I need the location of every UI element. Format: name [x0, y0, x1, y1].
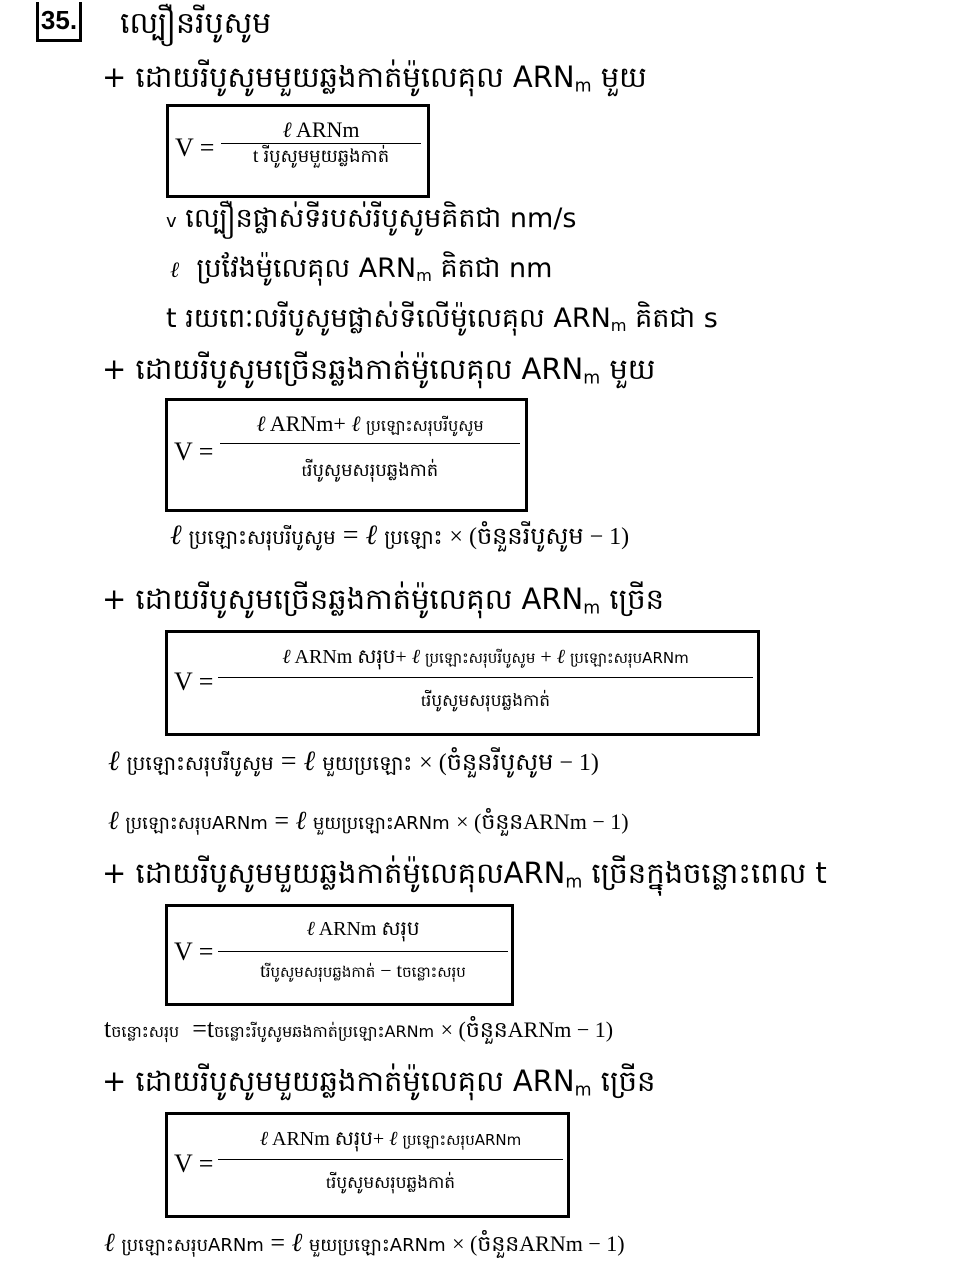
- definition-v: v ល្បឿនផ្លាស់ទីរបស់រីបូសូមគិតជា nm/s: [166, 203, 577, 234]
- formula-1-fraction: ℓ ARNm t រីបូសូមមួយឆ្លងកាត់: [221, 117, 421, 171]
- formula-box-1: V = ℓ ARNm t រីបូសូមមួយឆ្លងកាត់: [166, 104, 430, 198]
- definition-l: ℓ ប្រវែងម៉ូលេគុល $ARN_m$ គិតជា nm: [170, 253, 553, 286]
- section-5-heading: + ដោយរីបូសូមមួយឆ្លងកាត់ម៉ូលេគុល $ARN_m$ ច្រើន: [102, 1064, 656, 1101]
- formula-4-fraction: ℓ ARNm សរុប tរីបូសូមសរុបឆ្លងកាត់ − tចន្លោះសរុប: [218, 915, 508, 985]
- section-1-heading: + ដោយរីបូសូមមួយឆ្លងកាត់ម៉ូលេគុល $ARN_m$ មួយ: [102, 60, 647, 97]
- formula-2-fraction: ℓ ARNm+ ℓ ប្រឡោះសរុបរីបូសូម tរីបូសូមសរុបឆ្លងកាត់: [220, 411, 520, 485]
- section-2-heading: + ដោយរីបូសូមច្រើនឆ្លងកាត់ម៉ូលេគុល $ARN_m$ មួយ: [102, 352, 656, 389]
- page-title: ល្បឿនរីបូសូម: [120, 6, 272, 41]
- equation-4: tចន្លោះសរុប =tចន្លោះរីបូសូមឆងកាត់ប្រឡោះARNm × (ចំនួនARNm − 1): [104, 1014, 614, 1043]
- section-4-heading: + ដោយរីបូសូមមួយឆ្លងកាត់ម៉ូលេគុល$ARN_m$ ច្រើនក្នុងចន្លោះពេល t: [102, 856, 827, 893]
- equation-5: ℓ ប្រឡោះសរុបARNm = ℓ មួយប្រឡោះARNm × (ចំនួនARNm − 1): [104, 1228, 625, 1257]
- formula-box-3: V = ℓ ARNm សរុប+ ℓ ប្រឡោះសរុបរីបូសូម + ℓ ប្រឡោះសរុបARNm tរីបូសូមសរុបឆ្លងកាត់: [165, 630, 760, 736]
- definition-t: t រយពេៈលរីបូសូមផ្លាស់ទីលើម៉ូលេគុល $ARN_m$ គិតជា s: [166, 303, 718, 336]
- section-3-heading: + ដោយរីបូសូមច្រើនឆ្លងកាត់ម៉ូលេគុល $ARN_m$ ច្រើន: [102, 582, 665, 619]
- formula-3-fraction: ℓ ARNm សរុប+ ℓ ប្រឡោះសរុបរីបូសូម + ℓ ប្រឡោះសរុបARNm tរីបូសូមសរុបឆ្លងកាត់: [218, 643, 753, 715]
- equation-3b: ℓ ប្រឡោះសរុបARNm = ℓ មួយប្រឡោះARNm × (ចំនួនARNm − 1): [108, 806, 629, 835]
- formula-box-2: V = ℓ ARNm+ ℓ ប្រឡោះសរុបរីបូសូម tរីបូសូមសរុបឆ្លងកាត់: [165, 398, 528, 512]
- problem-number: 35.: [36, 2, 82, 42]
- formula-box-4: V = ℓ ARNm សរុប tរីបូសូមសរុបឆ្លងកាត់ − tចន្លោះសរុប: [165, 904, 514, 1006]
- formula-box-5: V = ℓ ARNm សរុប+ ℓ ប្រឡោះសរុបARNm tរីបូសូមសរុបឆ្លងកាត់: [165, 1112, 570, 1218]
- formula-5-fraction: ℓ ARNm សរុប+ ℓ ប្រឡោះសរុបARNm tរីបូសូមសរុបឆ្លងកាត់: [218, 1125, 563, 1197]
- equation-3a: ℓ ប្រឡោះសរុបរីបូសូម = ℓ មួយប្រឡោះ × (ចំនួនរីបូសូម − 1): [108, 746, 599, 777]
- equation-2: ℓ ប្រឡោះសរុបរីបូសូម = ℓ ប្រឡោះ × (ចំនួនរីបូសូម − 1): [170, 520, 630, 551]
